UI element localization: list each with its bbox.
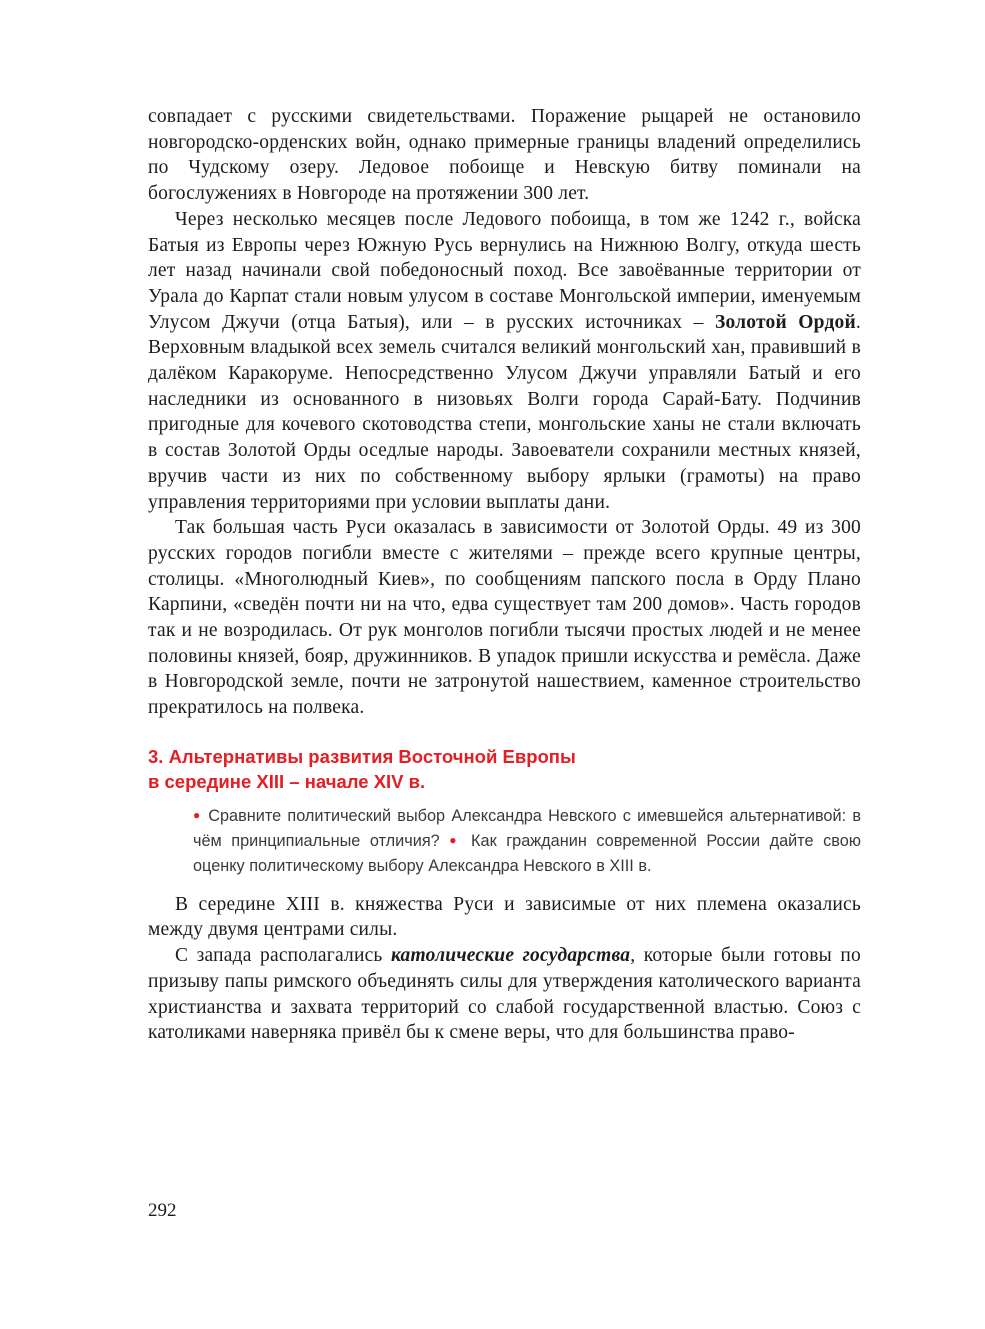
paragraph-text: В середине XIII в. княжества Руси и зависимые от них племена оказались между двумя центрами силы. [148, 893, 861, 941]
paragraph-text: . Верховным владыкой всех земель считался великий монгольский хан, правивший в далёком Каракоруме. Непосредственно Улусом Джучи управляли Батый и его наследники из основанного в низовьях Волги города Сарай-Бату. Подчинив пригодные для кочевого скотоводства степи, монгольские ханы не стали включать в состав Золотой Орды оседлые народы. Завоеватели сохранили местных князей, вручив части из них по собственному выбору ярлыки (грамоты) на право управления территориями при условии выплаты дани. [148, 311, 861, 513]
bullet-icon: ● [193, 807, 202, 822]
paragraph-catholic-states [148, 943, 861, 1046]
question-text-2: Как гражданин современной России дайте свою оценку политическому выбору Александра Невского в XIII в. [193, 832, 861, 876]
paragraph-golden-horde [148, 207, 861, 515]
paragraph-text: Через несколько месяцев после Ледового побоища, в том же 1242 г., войска Батыя из Европы через Южную Русь вернулись на Нижнюю Волгу, откуда шесть лет назад начинали свой победоносный поход. Все завоёванные территории от Урала до Карпат стали новым улусом в составе Монгольской империи, именуемым Улусом Джучи (отца Батыя), или – в русских источниках – [148, 208, 861, 333]
bold-term-golden-horde: Золотой Ордой [714, 311, 856, 333]
question-text-1: Сравните политический выбор Александра Невского с имевшейся альтернативой: в чём принципиальные отличия? [193, 806, 861, 851]
paragraph-text: , которые были готовы по призыву папы римского объединять силы для утверждения католического варианта христианства и захвата территорий со слабой государственной властью. Союз с католиками наверняка привёл бы к смене веры, что для большинства право- [148, 945, 861, 1044]
paragraph-two-centers [148, 892, 861, 943]
page-number: 292 [148, 1200, 177, 1221]
emphasis-catholic-states: католические государства [390, 945, 631, 967]
questions-block [193, 804, 861, 879]
paragraph-text: Так большая часть Руси оказалась в зависимости от Золотой Орды. 49 из 300 русских городов погибли вместе с жителями – прежде всего крупные центры, столицы. «Многолюдный Киев», по сообщениям папского посла в Орду Плано Карпини, «сведён почти ни на что, едва существует там 200 домов». Часть городов так и не возродилась. От рук монголов погибли тысячи простых людей и не менее половины князей, бояр, дружинников. В упадок пришли искусства и ремёсла. Даже в Новгородской земле, почти не затронутой нашествием, каменное строительство прекратилось на полвека. [148, 517, 861, 719]
paragraph-rus-dependence [148, 515, 861, 721]
text-column [148, 104, 861, 1046]
bullet-icon: ● [449, 833, 462, 848]
paragraph-text: совпадает с русскими свидетельствами. Поражение рыцарей не остановило новгородско-орденских войн, однако примерные границы владений определились по Чудскому озеру. Ледовое побоище и Невскую битву поминали на богослужениях в Новгороде на протяжении 300 лет. [148, 106, 861, 205]
section-heading-line2: в середине XIII – начале XIV в. [148, 771, 426, 793]
paragraph-text: С запада располагались [175, 945, 391, 967]
section-heading [148, 744, 861, 795]
paragraph-continuation [148, 104, 861, 207]
section-heading-line1: 3. Альтернативы развития Восточной Европы [148, 745, 576, 767]
